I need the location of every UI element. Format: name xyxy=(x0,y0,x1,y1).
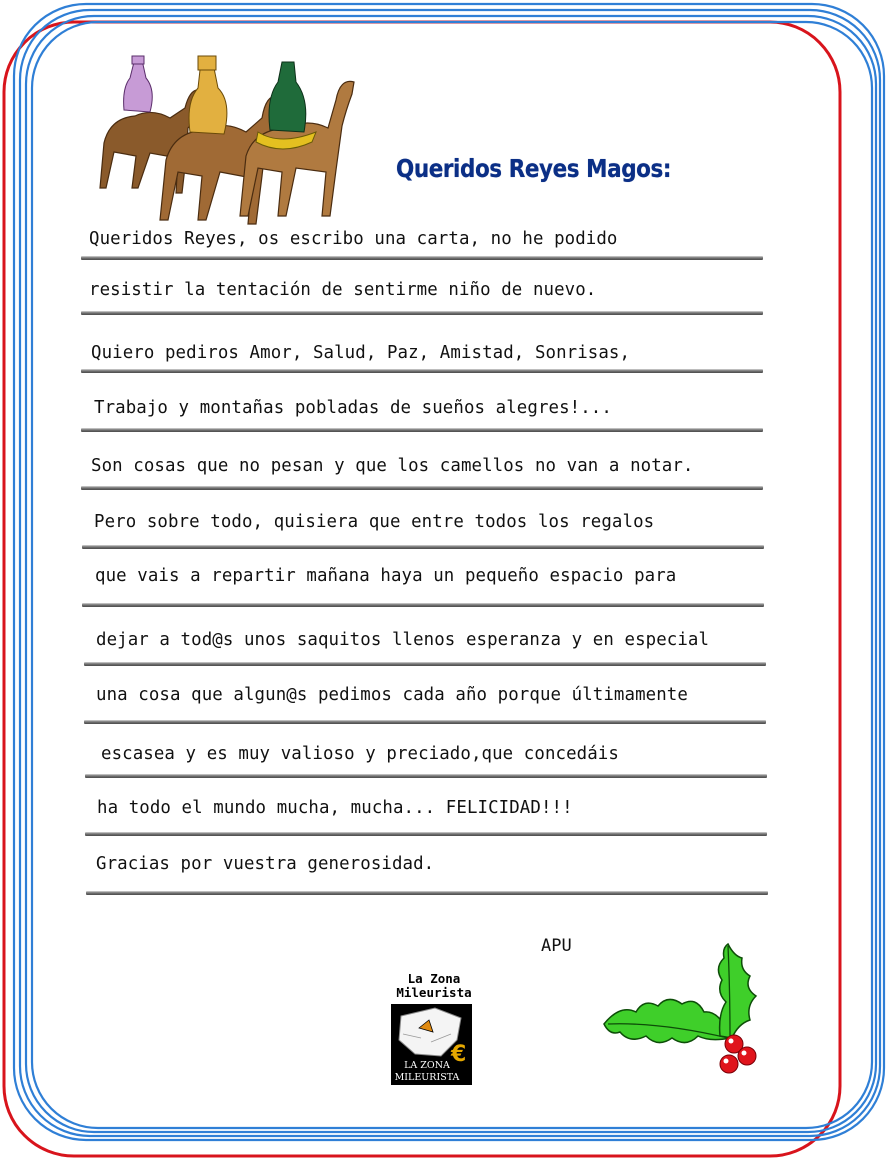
letter-line-12: Gracias por vuestra generosidad. xyxy=(96,854,435,874)
ruled-line xyxy=(86,891,768,895)
letter-line-6: Pero sobre todo, quisiera que entre todos los regalos xyxy=(94,512,655,532)
holly-sprig-illustration xyxy=(600,940,770,1080)
ruled-line xyxy=(85,832,767,836)
badge-caption-line1: LA ZONA xyxy=(404,1060,450,1071)
three-kings-camels-illustration xyxy=(90,48,360,228)
ruled-line xyxy=(85,774,767,778)
ruled-line xyxy=(81,311,763,315)
ruled-line xyxy=(82,603,764,607)
badge-title xyxy=(382,972,486,1000)
letter-line-3: Quiero pediros Amor, Salud, Paz, Amistad, Sonrisas, xyxy=(91,343,631,363)
letter-greeting: Queridos Reyes Magos: xyxy=(396,154,672,183)
letter-line-2: resistir la tentación de sentirme niño de nuevo. xyxy=(89,280,597,300)
ruled-line xyxy=(84,662,766,666)
signature: APU xyxy=(541,936,572,956)
letter-line-7: que vais a repartir mañana haya un pequeño espacio para xyxy=(95,566,677,586)
letter-line-9: una cosa que algun@s pedimos cada año porque últimamente xyxy=(96,685,688,705)
ruled-line xyxy=(81,256,763,260)
ruled-line xyxy=(82,545,764,549)
letter-line-8: dejar a tod@s unos saquitos llenos esperanza y en especial xyxy=(96,630,710,650)
badge-title-line2: Mileurista xyxy=(396,985,472,1000)
ruled-line xyxy=(84,720,766,724)
badge-caption-line2: MILEURISTA xyxy=(394,1072,460,1083)
ruled-line xyxy=(81,369,763,373)
ruled-line xyxy=(81,486,763,490)
letter-line-4: Trabajo y montañas pobladas de sueños alegres!... xyxy=(94,398,612,418)
letter-line-11: ha todo el mundo mucha, mucha... FELICIDAD!!! xyxy=(97,798,573,818)
ruled-line xyxy=(81,428,763,432)
zona-mileurista-badge xyxy=(391,1004,472,1085)
badge-title-line1: La Zona xyxy=(407,971,461,986)
letter-line-10: escasea y es muy valioso y preciado,que concedáis xyxy=(101,744,619,764)
letter-line-1: Queridos Reyes, os escribo una carta, no he podido xyxy=(89,229,618,249)
letter-line-5: Son cosas que no pesan y que los camellos no van a notar. xyxy=(91,456,694,476)
euro-icon: € xyxy=(451,1042,467,1067)
